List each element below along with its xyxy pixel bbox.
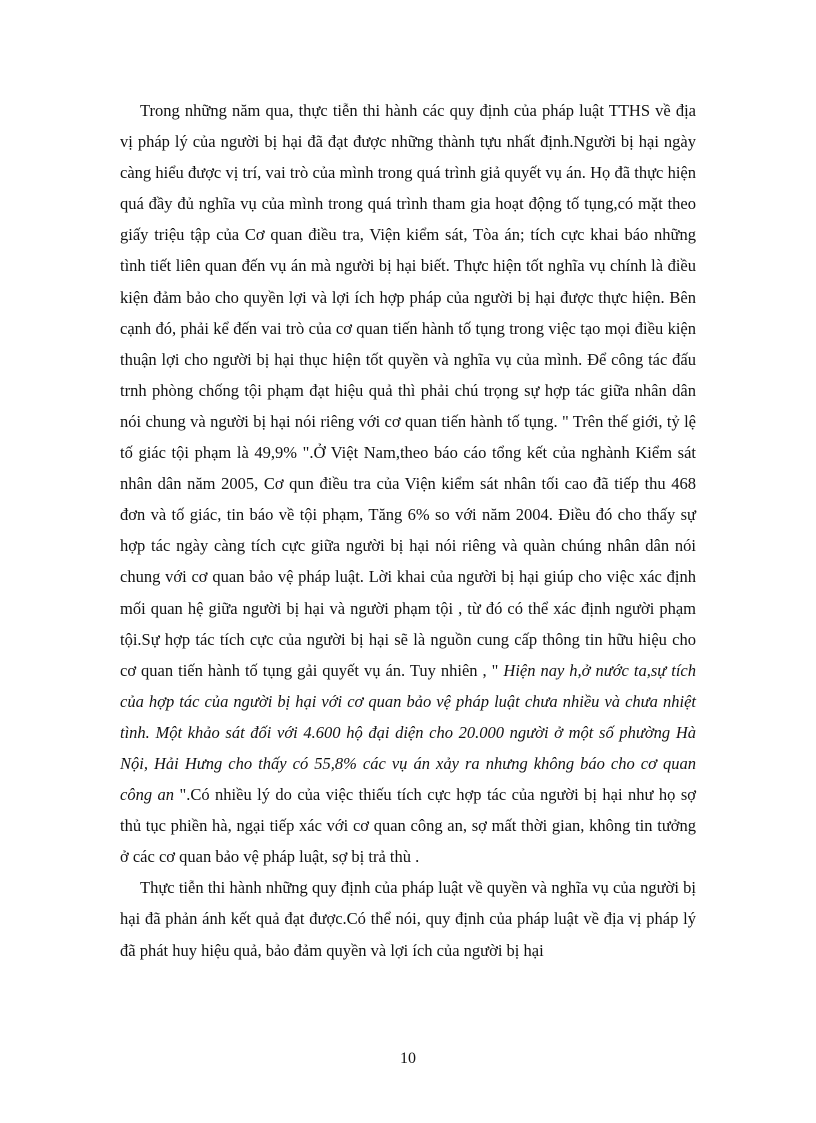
paragraph-1-text-after-italic: ".Có nhiều lý do của việc thiếu tích cực hợp tác của người bị hại như họ sợ thủ tục phiền hà, ngại tiếp xác với cơ quan công an, sợ mất thời gian, không tin tưởng ở các cơ quan bảo vệ pháp luật, sợ bị trả thù . <box>120 785 697 867</box>
paragraph-2: Thực tiễn thi hành những quy định của pháp luật về quyền và nghĩa vụ của người bị hại đã phản ánh kết quả đạt được.Có thể nói, quy định của pháp luật về địa vị pháp lý đã phát huy hiệu quả, bảo đảm quyền và lợi ích của người bị hại <box>120 878 696 960</box>
paragraph-1-italic-quote: Hiện nay h,ở nước ta,sự tích của hợp tác của người bị hại với cơ quan bảo vệ pháp luật chưa nhiều và chưa nhiệt tình. Một khảo sát đối với 4.600 hộ đại diện cho 20.000 người ở một số phường Hà Nội, Hải Hưng cho thấy có 55,8% các vụ án xảy ra nhưng không báo cho cơ quan công an <box>120 660 697 805</box>
paragraph-1-text-before-italic: Trong những năm qua, thực tiễn thi hành các quy định của pháp luật TTHS về địa vị pháp lý của người bị hại đã đạt được những thành tựu nhất định.Người bị hại ngày càng hiểu được vị trí, vai trò của mình trong quá trình giả quyết vụ án. Họ đã thực hiện quá đầy đủ nghĩa vụ của mình trong quá trình tham gia hoạt động tố tụng,có mặt theo giấy triệu tập của Cơ quan điều tra, Viện kiểm sát, Tòa án; tích cực khai báo những tình tiết liên quan đến vụ án mà người bị hại biết. Thực hiện tốt nghĩa vụ chính là điều kiện đảm bảo cho quyền lợi và lợi ích hợp pháp của người bị hại được thực hiện. Bên cạnh đó, phải kể đến vai trò của cơ quan tiến hành tố tụng trong việc tạo mọi điều kiện thuận lợi cho người bị hại thục hiện tốt quyền và nghĩa vụ của mình. Để công tác đấu trnh phòng chống tội phạm đạt hiệu quả thì phải chú trọng sự hợp tác giữa nhân dân nói chung và người bị hại nói riêng với cơ quan tiến hành tố tụng. " Trên thế giới, tỷ lệ tố giác tội phạm là 49,9% ".Ở Việt Nam,theo báo cáo tổng kết của nghành Kiểm sát nhân dân năm 2005, Cơ qun điều tra của Viện kiểm sát nhân tối cao đã tiếp thu 468 đơn và tố giác, tin báo về tội phạm, Tăng 6% so với năm 2004. Điều đó cho thấy sự hợp tác ngày càng tích cực giữa người bị hại nói riêng và quàn chúng nhân dân nói chung với cơ quan bảo vệ pháp luật. Lời khai của người bị hại giúp cho việc xác định mối quan hệ giữa người bị hại và người phạm tội , từ đó có thể xác định người phạm tội.Sự hợp tác tích cực của người bị hại sẽ là nguồn cung cấp thông tin hữu hiệu cho cơ quan tiến hành tố tụng gải quyết vụ án. Tuy nhiên , " <box>120 101 696 680</box>
body-text <box>120 95 696 966</box>
paragraph-1 <box>120 95 696 872</box>
page-number: 10 <box>400 1050 416 1067</box>
